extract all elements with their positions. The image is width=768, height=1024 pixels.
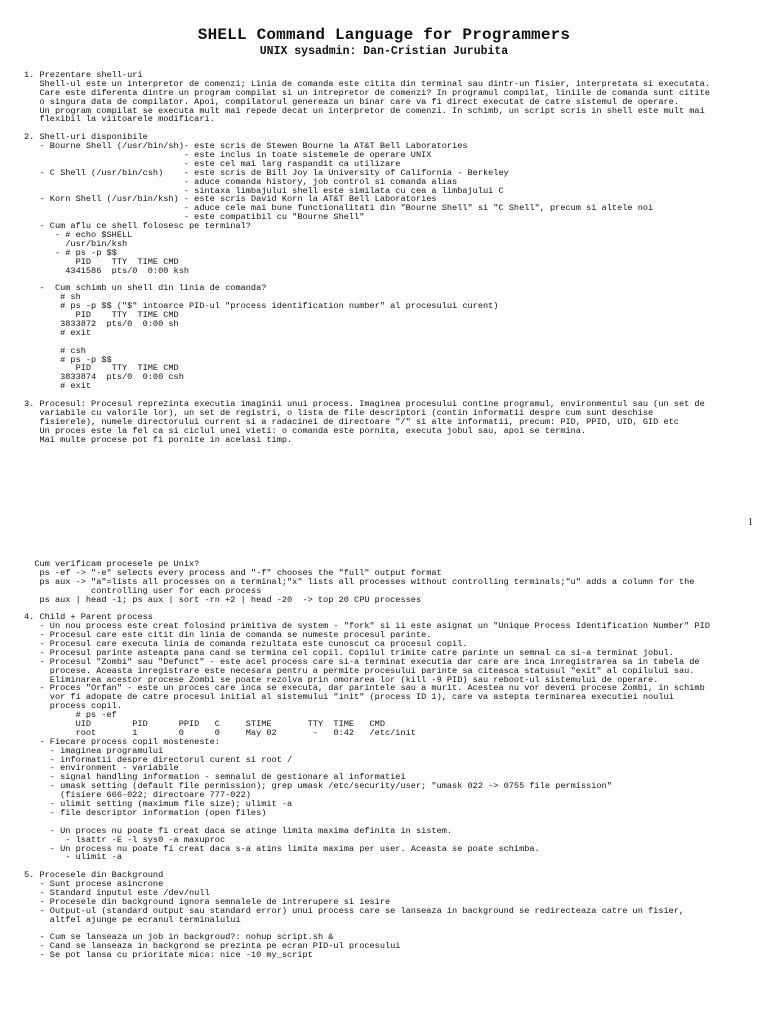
text-line: fisierele), numele directorului current si a radacinei de directoare "/" si alte informatii, precum: PID, PPID, UID, GID etc: [24, 416, 679, 427]
text-line: - Un process nu poate fi creat daca s-a atins limita maxima per user. Aceasta se poate schimba.: [24, 843, 540, 854]
text-line: - Cum aflu ce shell folosesc pe terminal?: [24, 221, 251, 232]
text-line: PID TTY TIME CMD: [24, 363, 179, 374]
text-line: Cum verificam procesele pe Unix?: [24, 559, 200, 569]
text-line: # sh: [24, 292, 81, 303]
text-line: - aduce comanda history, job control si comanda alias: [24, 176, 458, 187]
page-title: SHELL Command Language for Programmers: [197, 26, 571, 44]
text-line: - imaginea programului: [24, 745, 164, 756]
text-line: - # echo $SHELL: [24, 230, 133, 241]
text-line: - Cum schimb un shell din linia de comanda?: [24, 283, 267, 294]
text-line: # exit: [24, 327, 92, 338]
text-line: PID TTY TIME CMD: [24, 256, 179, 267]
text-line: - sintaxa limbajului shell este similata cu cea a limbajului C: [24, 185, 504, 196]
page-one-body: [24, 71, 764, 444]
text-line: flexibil la viitoarele modificari.: [24, 114, 215, 125]
text-line: - Procesul care este citit din linia de comanda se numeste procesul parinte.: [24, 630, 432, 641]
text-line: - Un nou process este creat folosind primitiva de system - "fork" si ii este asignat un "Unique Process Identification Number" PID: [24, 621, 710, 632]
text-line: Eliminarea acestor procese Zombi se poate rezolva prin omorarea lor (kill -9 PID) sau reboot-ul sistemului de operare.: [24, 674, 659, 685]
text-line: - este compatibil cu "Bourne Shell": [24, 212, 365, 223]
text-line: controlling user for each process: [24, 585, 262, 596]
text-line: - Se pot lansa cu prioritate mica: nice -10 my_script: [24, 950, 313, 961]
text-line: # exit: [24, 381, 92, 392]
text-line: - signal handling information - semnalul de gestionare al informatiei: [24, 772, 406, 783]
text-line: PID TTY TIME CMD: [24, 310, 179, 321]
text-line: UID PID PPID C STIME TTY TIME CMD: [24, 719, 385, 730]
text-line: # ps -p $$ ("$" intoarce PID-ul "process identification number" al procesului curent): [24, 301, 499, 312]
text-line: - Bourne Shell (/usr/bin/sh)- este scris de Stewen Bourne la AT&T Bell Laboratories: [24, 141, 468, 152]
text-line: - Fiecare process copil mosteneste:: [24, 736, 220, 747]
text-line: - Un proces nu poate fi creat daca se atinge limita maxima definita in sistem.: [24, 825, 453, 836]
text-line: - Procesele din background ignora semnalele de intrerupere si iesire: [24, 896, 391, 907]
text-line: - Output-ul (standard output sau standard error) unui process care se lanseaza in background se redirecteaza catre un fisier,: [24, 905, 685, 916]
text-line: - aduce cele mai bune functionalitati din "Bourne Shell" si "C Shell", precum si altele noi: [24, 203, 654, 214]
text-line: - Cum se lanseaza un job in backgroud?: nohup script.sh &: [24, 932, 334, 943]
text-line: process copil.: [24, 701, 122, 712]
text-line: Mai multe procese pot fi pornite in acelasi timp.: [24, 434, 293, 445]
text-line: - Standard inputul este /dev/null: [24, 887, 210, 898]
text-line: Un proces este la fel ca si ciclul unei vieti: o comanda este pornita, executa jobul sau, apoi se termina.: [24, 425, 587, 436]
text-line: # csh: [24, 345, 86, 356]
text-line: ps aux | head -1; ps aux | sort -rn +2 | head -20 -> top 20 CPU processes: [24, 594, 422, 605]
text-line: Un program compilat se executa mult mai repede decat un interpretor de comenzi. In schimb, un script scris in shell este mult mai: [24, 105, 705, 116]
text-line: 4341586 pts/0 0:00 ksh: [24, 265, 190, 276]
text-line: vor fi adopate de catre procesul initial al sistemului "init" (process ID 1), care va astepta terminarea executiei noului: [24, 692, 674, 703]
text-line: - este cel mai larg raspandit ca utilizare: [24, 158, 401, 169]
text-line: 3833872 pts/0 0:00 sh: [24, 318, 179, 329]
text-line: - informatii despre directorul curent si root /: [24, 754, 293, 765]
text-line: - ulimit -a: [24, 852, 122, 863]
text-line: - umask setting (default file permission); grep umask /etc/security/user; "umask 022 -> 0755 file permission": [24, 781, 612, 792]
text-line: ps aux -> "a"=lists all processes on a terminal;"x" lists all processes without controlling terminals;"u" adds a column for the: [24, 576, 695, 587]
page-number: 1: [748, 517, 753, 528]
page-two-body: [24, 560, 764, 960]
text-line: /usr/bin/ksh: [24, 238, 128, 249]
text-line: - # ps -p $$: [24, 247, 117, 258]
text-line: - file descriptor information (open files): [24, 807, 267, 818]
page-subtitle: UNIX sysadmin: Dan-Cristian Jurubita: [259, 45, 509, 58]
text-line: - este inclus in toate sistemele de operare UNIX: [24, 150, 432, 161]
text-line: root 1 0 0 May 02 - 0:42 /etc/init: [24, 727, 416, 738]
text-line: - environment - variabile: [24, 763, 179, 774]
text-line: - Proces "Orfan" - este un proces care inca se executa, dar parintele sau a murit. Acestea nu vor deveni procese Zombi, in schimb: [24, 683, 705, 694]
text-line: 3833874 pts/0 0:00 csh: [24, 372, 184, 383]
text-line: - Procesul parinte asteapta pana cand se termina cel copil. Copilul trimite catre parinte un semnal ca si-a terminat jobul.: [24, 647, 674, 658]
text-line: # ps -p $$: [24, 354, 112, 365]
text-line: - Procesul "Zombi" sau "Defunct" - este acel process care si-a terminat executia dar care are inca inregistrarea sa in tabela de: [24, 656, 700, 667]
text-line: Shell-ul este un interpretor de comenzi; Linia de comanda este citita din terminal sau dintr-un fisier, interpretata si executata.: [24, 78, 710, 89]
text-line: - Cand se lanseaza in backgrond se prezinta pe ecran PID-ul procesului: [24, 941, 401, 952]
text-line: 4. Child + Parent process: [24, 612, 153, 623]
text-line: - Korn Shell (/usr/bin/ksh) - este scris David Korn la AT&T Bell Laboratories: [24, 194, 437, 205]
text-line: altfel ajunge pe ecranul terminalului: [24, 914, 241, 925]
text-line: (fisiere 666-022; directoare 777-022): [24, 790, 251, 801]
text-line: [24, 338, 764, 347]
text-line: - lsattr -E -l sys0 -a maxuproc: [24, 834, 226, 845]
text-line: - Procesul care executa linia de comanda rezultata este cunoscut ca procesul copil.: [24, 639, 468, 650]
text-line: 1. Prezentare shell-uri: [24, 70, 143, 80]
text-line: 3. Procesul: Procesul reprezinta executia imaginii unui process. Imaginea procesului contine programul, environmentul sau (un set de: [24, 398, 705, 409]
text-line: procese. Aceasta inregistrare este necesara pentru a permite procesului parinte sa citeasca statusul "exit" al copilului sau.: [24, 665, 695, 676]
text-line: ps -ef -> "-e" selects every process and "-f" chooses the "full" output format: [24, 567, 442, 578]
text-line: - C Shell (/usr/bin/csh) - este scris de Bill Joy la University of California - Berkeley: [24, 167, 509, 178]
text-line: - Sunt procese asincrone: [24, 879, 164, 890]
text-line: Care este diferenta dintre un program compilat si un intrepretor de comenzi? In programul compilat, liniile de comanda sunt citite: [24, 87, 710, 98]
text-line: # ps -ef: [24, 710, 117, 721]
text-line: 2. Shell-uri disponibile: [24, 132, 148, 143]
text-line: 5. Procesele din Background: [24, 870, 164, 881]
text-line: - ulimit setting (maximum file size); ulimit -a: [24, 799, 293, 810]
text-line: o singura data de compilator. Apoi, compilatorul genereaza un binar care va fi direct executat de catre sistemul de operare.: [24, 96, 679, 107]
text-line: variabile cu valorile lor), un set de registri, o lista de file descriptori (contin informatii despre cum sunt deschise: [24, 407, 654, 418]
